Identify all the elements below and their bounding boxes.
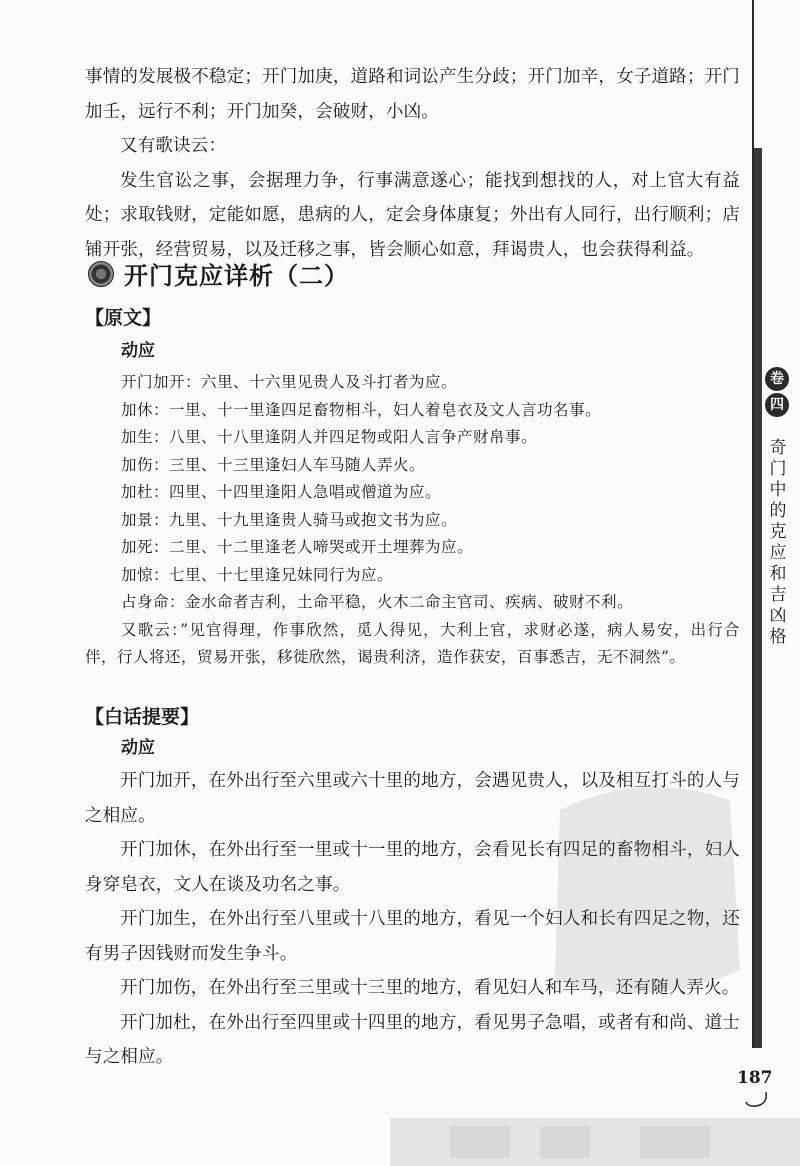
scan-shadow-band [390, 1118, 800, 1166]
original-line: 加生：八里、十八里逢阴人并四足物或阳人言争产财帛事。 [121, 428, 538, 446]
original-line: 加休：一里、十一里逢四足畜物相斗，妇人着皂衣及文人言功名事。 [121, 400, 602, 419]
original-line: 加景：九里、十九里逢贵人骑马或抱文书为应。 [121, 510, 458, 529]
chapter-side-title: 奇门中的克应和吉凶格 [769, 438, 787, 647]
vernacular-heading: 【白话提要】 [85, 706, 200, 728]
vernacular-paragraph: 开门加杜，在外出行至四里或十四里的地方，看见男子急唱，或者有和尚、道士与之相应。 [85, 1012, 740, 1067]
vernacular-paragraph: 开门加开，在外出行至六里或六十里的地方，会遇见贵人，以及相互打斗的人与之相应。 [85, 771, 740, 826]
section-title [88, 256, 349, 291]
page-curl-ornament-icon [744, 1090, 770, 1110]
original-heading: 【原文】 [85, 307, 162, 329]
original-line: 加死：二里、十二里逢老人啼哭或开土埋葬为应。 [121, 538, 474, 556]
vernacular-subheading: 动应 [121, 738, 155, 758]
original-song: 又歌云：”见官得理，作事欣然，觅人得见，大利上官，求财必遂，病人易安，出行合伴，行人将还，贸易开张，移徙欣然，谒贵利济，造作获安，百事悉吉，无不洞然”。 [85, 620, 740, 666]
paragraph-song-explain: 发生官讼之事，会据理力争，行事满意遂心；能找到想找的人，对上官大有益处；求取钱财，定能如愿，患病的人，定会身体康复；外出有人同行，出行顺利；店铺开张，经营贸易，以及迁移之事，皆会顺心如意，拜谒贵人，也会获得利益。 [85, 170, 740, 260]
vernacular-paragraph: 开门加生，在外出行至八里或十八里的地方，看见一个妇人和长有四足之物，还有男子因钱财而发生争斗。 [85, 909, 740, 964]
vernacular-paragraph: 开门加伤，在外出行至三里或十三里的地方，看见妇人和车马，还有随人弄火。 [120, 978, 740, 998]
section-title-text: 开门克应详析（二） [124, 262, 349, 290]
original-line: 加惊：七里、十七里逢兄妹同行为应。 [121, 565, 394, 584]
original-text-block [85, 303, 740, 672]
chapter-tab-bar [754, 148, 762, 1048]
paragraph-continued: 事情的发展极不稳定；开门加庚，道路和词讼产生分歧；开门加辛，女子道路；开门加壬，远行不利；开门加癸，会破财，小凶。 [85, 67, 740, 122]
original-line: 加杜：四里、十四里逢阳人急唱或僧道为应。 [121, 483, 442, 501]
watermark-seal-icon [540, 770, 750, 1010]
page-number: 187 [737, 1068, 773, 1088]
volume-marker [762, 365, 792, 419]
paragraph-song-intro: 又有歌诀云： [120, 136, 227, 156]
original-line: 占身命：金水命者吉利，土命平稳，火木二命主官司、疾病、破财不利。 [121, 593, 634, 611]
volume-char: 卷 [765, 367, 789, 391]
ornament-icon [88, 261, 114, 287]
top-text-block [85, 60, 740, 267]
original-line: 开门加开：六里、十六里见贵人及斗打者为应。 [121, 373, 458, 391]
original-line: 加伤：三里、十三里逢妇人车马随人弄火。 [121, 455, 426, 474]
volume-number: 四 [765, 393, 789, 417]
original-subheading: 动应 [121, 341, 155, 361]
vernacular-paragraph: 开门加休，在外出行至一里或十一里的地方，会看见长有四足的畜物相斗，妇人身穿皂衣，文人在谈及功名之事。 [85, 840, 740, 895]
